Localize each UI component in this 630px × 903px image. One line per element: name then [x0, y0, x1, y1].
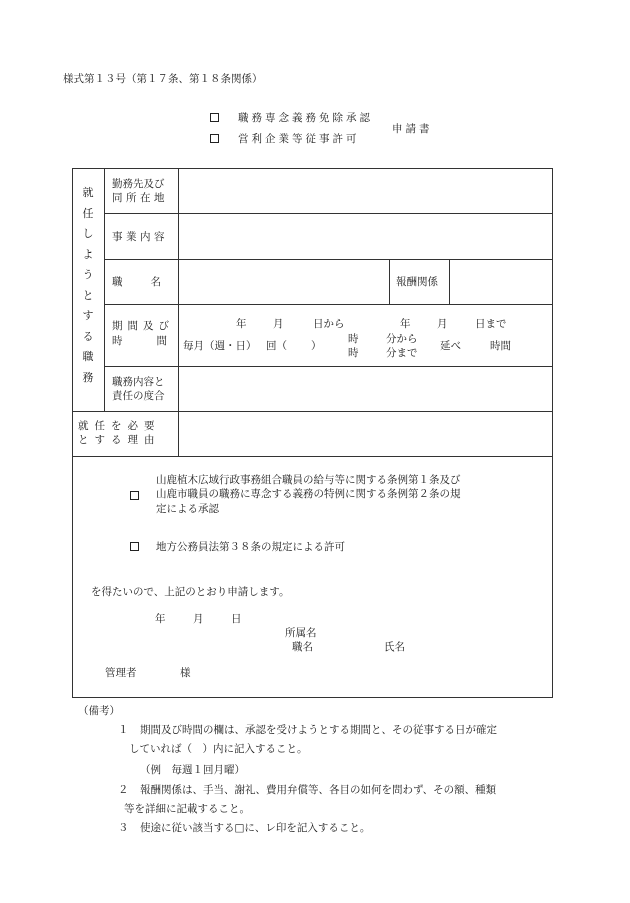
period-hours: 時間 — [490, 340, 511, 352]
side-label-char: る — [82, 329, 94, 343]
period-total: 延べ — [440, 340, 461, 352]
note2-line2: 等を詳細に記載すること。 — [124, 803, 250, 815]
side-label-char: す — [82, 309, 94, 322]
label-applicant-position: 職名 — [292, 641, 313, 653]
label-honorific: 様 — [180, 667, 191, 679]
application-option1-line3: 定による承認 — [156, 503, 219, 515]
checkbox-approval[interactable] — [130, 491, 139, 500]
side-label-char: 職 — [82, 350, 94, 363]
side-label-char: 任 — [82, 206, 94, 220]
checkbox-permit[interactable] — [130, 542, 139, 551]
row-label-duties-2: 責任の度合 — [112, 390, 165, 402]
application-option2: 地方公務員法第３８条の規定による許可 — [156, 541, 345, 553]
side-label-char: う — [82, 268, 94, 281]
note1-number: １ — [118, 724, 129, 736]
label-manager: 管理者 — [105, 667, 137, 679]
remuneration-input[interactable] — [451, 261, 551, 303]
label-applicant-name: 氏名 — [384, 641, 405, 653]
application-option1-line1: 山鹿植木広域行政事務組合職員の給与等に関する条例第１条及び — [156, 474, 461, 486]
notes-heading: （備考） — [78, 705, 120, 717]
duties-input[interactable] — [180, 368, 551, 410]
period-min-start: 分から — [386, 333, 418, 345]
position-input[interactable] — [180, 261, 388, 303]
note1-line1: 期間及び時間の欄は、承認を受けようとする期間と、その従事する日が確定 — [140, 724, 497, 736]
side-label-char: と — [82, 288, 94, 302]
checkbox-permission[interactable] — [210, 134, 219, 143]
period-to-day: 日まで — [475, 318, 507, 330]
period-times-close: ） — [311, 340, 322, 352]
date-day: 日 — [231, 613, 242, 625]
note1-line2: していれば（ ）内に記入すること。 — [129, 743, 308, 755]
row-label-duties-1: 職務内容と — [112, 376, 165, 388]
row-label-period-1: 期間及び — [112, 320, 174, 332]
note3-line1: 使途に従い該当する□に、レ印を記入すること。 — [140, 822, 371, 834]
reason-input[interactable] — [180, 413, 551, 455]
row-label-remuneration: 報酬関係 — [396, 276, 438, 288]
row-label-reason-1: 就任を必要 — [78, 420, 161, 432]
title-suffix: 申請書 — [392, 123, 433, 135]
note3-number: ３ — [118, 822, 129, 834]
row-label-position: 職名 — [112, 276, 189, 288]
period-hour-end: 時 — [348, 347, 359, 359]
workplace-input[interactable] — [180, 170, 551, 212]
period-to-year: 年 — [400, 318, 411, 330]
period-weekly: 毎月（週・日） — [183, 340, 257, 352]
row-label-reason-2: とする理由 — [78, 434, 161, 446]
note1-example: （例 毎週１回月曜） — [140, 764, 245, 776]
form-number: 様式第１３号（第１７条、第１８条関係） — [63, 73, 263, 85]
side-label-char: 務 — [82, 370, 94, 384]
period-hour-start: 時 — [348, 333, 359, 345]
label-affiliation: 所属名 — [285, 627, 317, 639]
side-label-vertical — [81, 183, 95, 388]
row-label-business: 事業内容 — [112, 231, 168, 243]
note2-number: ２ — [118, 784, 129, 796]
application-option1-line2: 山鹿市職員の職務に専念する義務の特例に関する条例第２条の規 — [156, 488, 461, 500]
date-month: 月 — [193, 613, 204, 625]
period-to-month: 月 — [437, 318, 448, 330]
period-from-month: 月 — [273, 318, 284, 330]
side-label-char: よ — [82, 247, 94, 261]
title-option-permission: 営利企業等従事許可 — [238, 133, 360, 145]
row-label-workplace-1: 勤務先及び — [112, 178, 165, 190]
note2-line1: 報酬関係は、手当、謝礼、費用弁償等、各目の如何を問わず、その額、種類 — [140, 784, 497, 796]
date-year: 年 — [155, 613, 166, 625]
period-from-day: 日から — [313, 318, 345, 330]
title-option-exemption: 職務専念義務免除承認 — [238, 112, 373, 124]
row-label-period-2: 時間 — [112, 335, 201, 347]
period-times: 回（ — [266, 340, 287, 352]
checkbox-exemption[interactable] — [210, 113, 219, 122]
side-label-char: し — [82, 227, 94, 240]
row-label-workplace-2: 同所在地 — [112, 192, 168, 204]
application-statement: を得たいので、上記のとおり申請します。 — [91, 586, 290, 598]
side-label-char: 就 — [82, 186, 94, 199]
business-input[interactable] — [180, 215, 551, 258]
period-min-end: 分まで — [386, 347, 418, 359]
period-from-year: 年 — [236, 318, 247, 330]
